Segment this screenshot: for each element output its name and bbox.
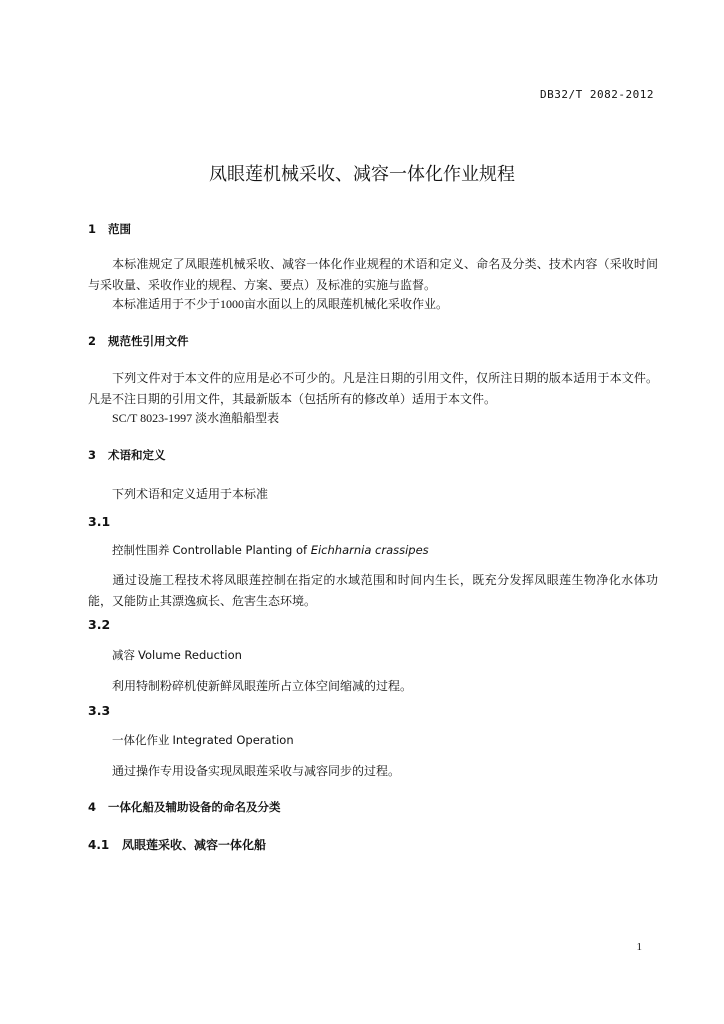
section-3-title: 术语和定义	[108, 448, 166, 462]
document-title: 凤眼莲机械采收、减容一体化作业规程	[209, 164, 515, 185]
term-3-3-cn: 一体化作业	[112, 733, 170, 747]
section-4-number: 4	[88, 800, 97, 814]
section-3-heading	[88, 447, 166, 463]
term-3-2-cn: 减容	[112, 648, 135, 662]
section-1-number: 1	[88, 222, 97, 236]
section-2-number: 2	[88, 334, 97, 348]
section-3-number: 3	[88, 448, 97, 462]
subsection-4-1-number: 4.1	[88, 838, 110, 852]
definition-3-3: 通过操作专用设备实现凤眼莲采收与减容同步的过程。	[112, 764, 401, 778]
term-3-2	[112, 647, 242, 663]
section-1-heading	[88, 221, 131, 237]
section-2-heading	[88, 333, 189, 349]
term-3-1	[112, 542, 429, 558]
subsection-3-1-number: 3.1	[88, 514, 111, 529]
section-4-title: 一体化船及辅助设备的命名及分类	[108, 800, 281, 814]
section-4-heading	[88, 799, 281, 815]
term-3-1-en-italic: Eichharnia crassipes	[310, 543, 429, 557]
normative-reference: SC/T 8023-1997 淡水渔船船型表	[112, 411, 280, 425]
subsection-4-1-heading	[88, 836, 266, 853]
section-1-paragraph-1	[88, 254, 658, 296]
definition-3-1	[88, 570, 658, 612]
term-3-3	[112, 732, 294, 748]
term-3-1-en: Controllable Planting of	[172, 543, 308, 557]
term-3-2-en: Volume Reduction	[138, 648, 242, 662]
section-1-paragraph-2: 本标准适用于不少于1000亩水面以上的凤眼莲机械化采收作业。	[112, 297, 449, 311]
term-3-1-cn: 控制性围养	[112, 543, 170, 557]
section-2-paragraph-1	[88, 368, 658, 410]
section-2-paragraph-1-text: 下列文件对于本文件的应用是必不可少的。凡是注日期的引用文件，仅所注日期的版本适用于本文件。凡是不注日期的引用文件，其最新版本（包括所有的修改单）适用于本文件。	[88, 371, 658, 406]
section-1-title: 范围	[108, 222, 131, 236]
section-1-paragraph-1-text: 本标准规定了凤眼莲机械采收、减容一体化作业规程的术语和定义、命名及分类、技术内容（采收时间与采收量、采收作业的规程、方案、要点）及标准的实施与监督。	[88, 257, 658, 292]
subsection-3-2-number: 3.2	[88, 617, 111, 632]
subsection-3-3-number: 3.3	[88, 703, 111, 718]
definition-3-2: 利用特制粉碎机使新鲜凤眼莲所占立体空间缩减的过程。	[112, 679, 413, 693]
document-id: DB32/T 2082-2012	[540, 88, 654, 101]
term-3-3-en: Integrated Operation	[172, 733, 294, 747]
page-number: 1	[636, 941, 642, 953]
section-2-title: 规范性引用文件	[108, 334, 189, 348]
section-3-intro: 下列术语和定义适用于本标准	[112, 487, 269, 501]
subsection-4-1-title: 凤眼莲采收、减容一体化船	[122, 838, 267, 852]
definition-3-1-text: 通过设施工程技术将凤眼莲控制在指定的水域范围和时间内生长，既充分发挥凤眼莲生物净化水体功能，又能防止其漂逸疯长、危害生态环境。	[88, 573, 658, 608]
